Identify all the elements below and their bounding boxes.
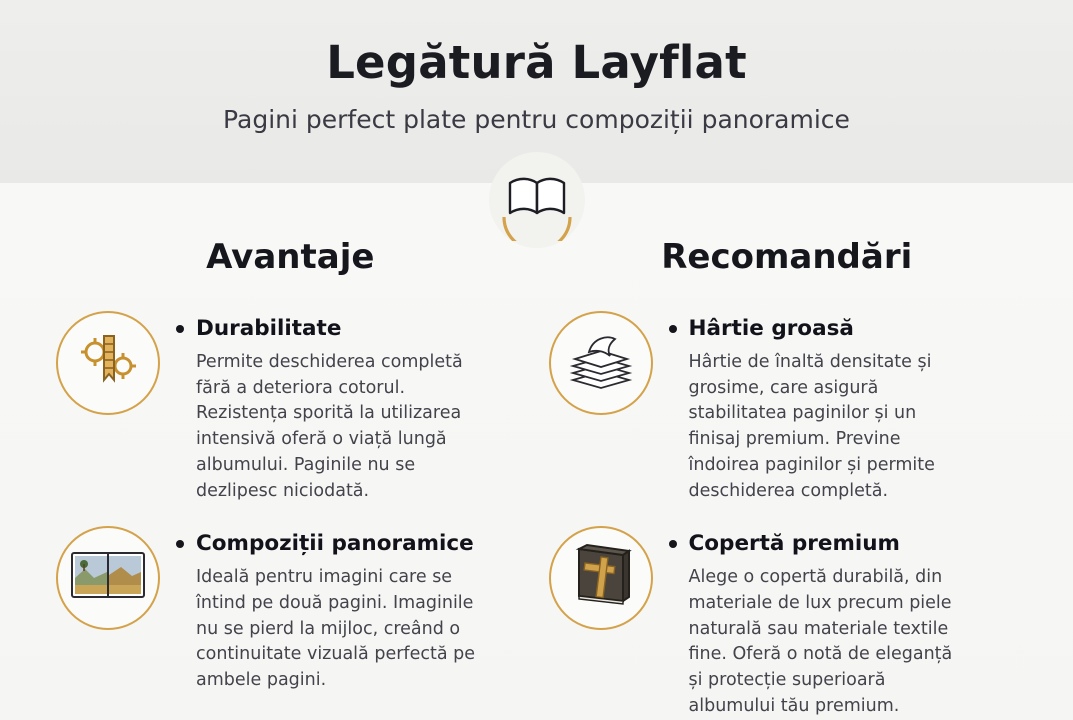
item-heading: Compoziții panoramice: [176, 530, 476, 558]
open-book-icon: [494, 155, 580, 245]
item-text: Hârtie de înaltă densitate și grosime, care asigură stabilitatea paginilor și un finisaj premium. Previne îndoirea paginilor și permite deschiderea completă.: [688, 351, 935, 501]
gears-ribbon-icon: [73, 326, 143, 400]
item-body: [669, 526, 965, 719]
item-heading: Durabilitate: [176, 315, 476, 343]
list-item: [549, 311, 1018, 504]
hero-badge: [489, 152, 585, 248]
panoramic-spread-icon: [69, 545, 147, 611]
item-heading: Hârtie groasă: [669, 315, 965, 343]
item-heading: Copertă premium: [669, 530, 965, 558]
column-title-avantaje: Avantaje: [206, 237, 375, 277]
item-text: Alege o copertă durabilă, din materiale de lux precum piele naturală sau materiale textile fine. Oferă o notă de eleganță și protecție superioară albumului tău premium.: [688, 567, 953, 716]
list-item: [56, 526, 525, 694]
premium-cover-book-icon: [565, 541, 637, 615]
icon-badge: [549, 311, 653, 415]
icon-badge: [56, 311, 160, 415]
icon-badge: [56, 526, 160, 630]
column-avantaje: [44, 237, 537, 720]
column-title-recomandari: Recomandări: [661, 237, 913, 277]
icon-badge: [549, 526, 653, 630]
column-recomandari: [537, 237, 1030, 720]
item-text: Permite deschiderea completă fără a deteriora cotorul. Rezistența sporită la utilizarea intensivă oferă o viață lungă albumului. Paginile nu se dezlipesc niciodată.: [196, 351, 463, 501]
item-body: [669, 311, 965, 504]
content-columns: [0, 183, 1073, 720]
item-body: [176, 311, 476, 504]
paper-stack-icon: [563, 330, 639, 396]
list-item: [56, 311, 525, 504]
list-item: [549, 526, 1018, 719]
item-text: Ideală pentru imagini care se întind pe două pagini. Imaginile nu se pierd la mijloc, creând o continuitate vizuală perfectă pe ambele pagini.: [196, 567, 475, 691]
page-subtitle: Pagini perfect plate pentru compoziții panoramice: [223, 105, 850, 134]
page-title: Legătură Layflat: [326, 36, 747, 89]
item-body: [176, 526, 476, 694]
